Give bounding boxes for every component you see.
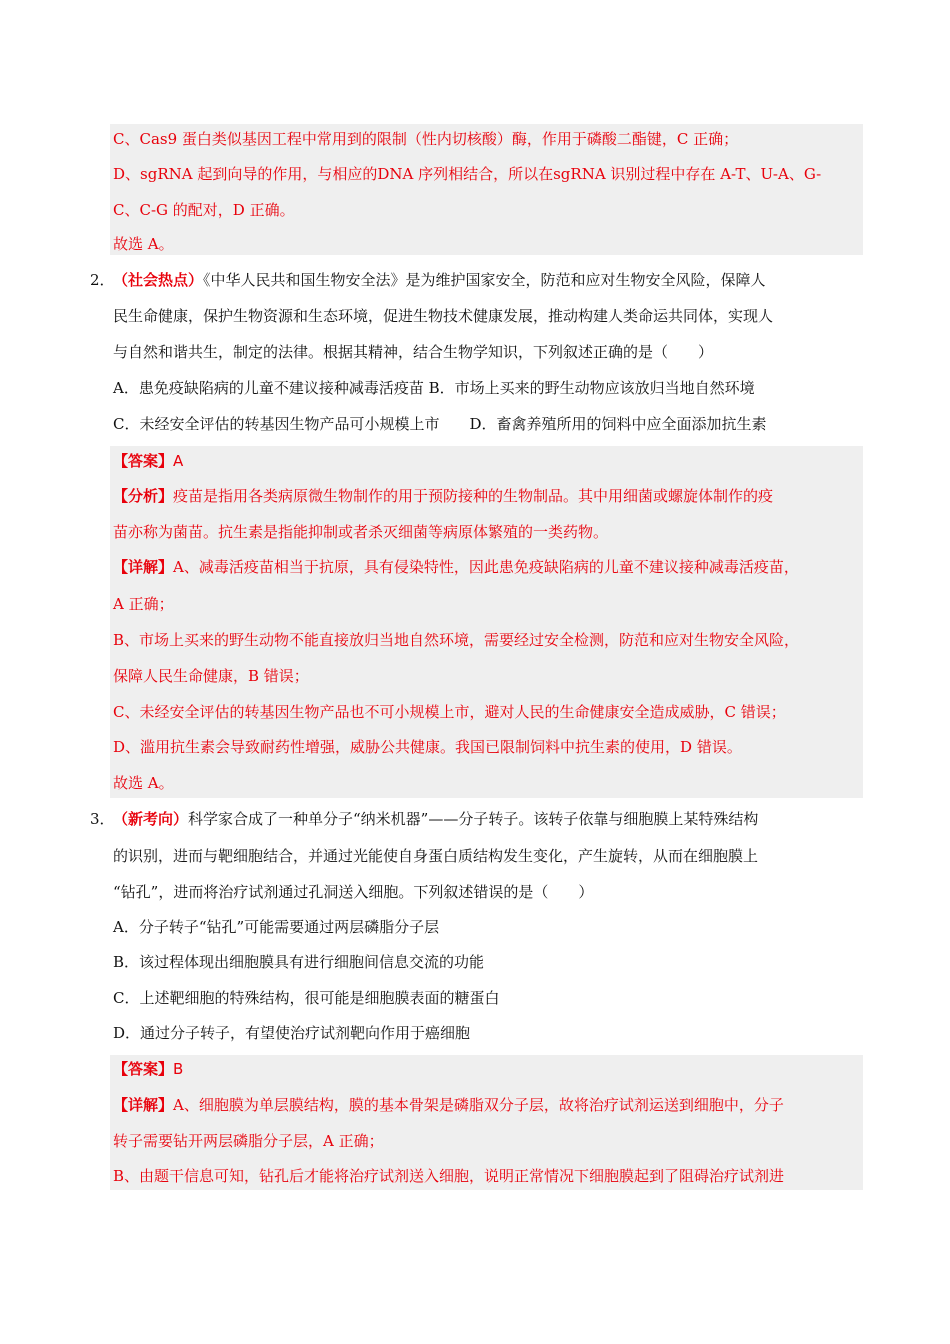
q3-option: A．分子转子“钻孔”可能需要通过两层磷脂分子层 <box>113 918 440 936</box>
q3-detail-line: 转子需要钻开两层磷脂分子层，A 正确； <box>113 1132 384 1150</box>
q3-stem-line: “钻孔”，进而将治疗试剂通过孔洞送入细胞。下列叙述错误的是（ ） <box>113 883 594 901</box>
q2-detail-line: D、滥用抗生素会导致耐药性增强，威胁公共健康。我国已限制饲料中抗生素的使用，D 错误。 <box>113 738 742 756</box>
answer-label: 【答案】 <box>113 452 174 470</box>
q2-detail-line: 保障人民生命健康，B 错误； <box>113 667 309 685</box>
q3-answer <box>113 1059 183 1079</box>
q2-stem-line <box>113 270 766 290</box>
q2-tag: （社会热点） <box>113 271 204 289</box>
q3-option: B．该过程体现出细胞膜具有进行细胞间信息交流的功能 <box>113 953 485 971</box>
detail-label: 【详解】 <box>113 1096 174 1114</box>
q1-detail-line: C、Cas9 蛋白类似基因工程中常用到的限制（性内切核酸）酶，作用于磷酸二酯键，C 正确； <box>113 130 739 148</box>
q3-detail <box>113 1095 784 1115</box>
q2-stem-line: 民生命健康，保护生物资源和生态环境，促进生物技术健康发展，推动构建人类命运共同体，实现人 <box>113 307 774 325</box>
q2-option: A．患免疫缺陷病的儿童不建议接种减毒活疫苗 B．市场上买来的野生动物应该放归当地自然环境 <box>113 379 755 397</box>
q2-answer <box>113 451 183 471</box>
q2-conclusion: 故选 A。 <box>113 774 174 792</box>
q3-tag: （新考向） <box>113 810 189 828</box>
q2-detail-line: C、未经安全评估的转基因生物产品也不可小规模上市，避对人民的生命健康安全造成威胁，C 错误； <box>113 703 786 721</box>
analysis-text: 疫苗是指用各类病原微生物制作的用于预防接种的生物制品。其中用细菌或螺旋体制作的疫 <box>173 487 774 505</box>
analysis-label: 【分析】 <box>113 487 174 505</box>
q2-option: C．未经安全评估的转基因生物产品可小规模上市 D．畜禽养殖所用的饲料中应全面添加抗生素 <box>113 415 767 433</box>
q1-detail-line: D、sgRNA 起到向导的作用，与相应的DNA 序列相结合，所以在sgRNA 识别过程中存在 A-T、U-A、G- <box>113 165 822 183</box>
q2-analysis-line: 苗亦称为菌苗。抗生素是指能抑制或者杀灭细菌等病原体繁殖的一类药物。 <box>113 523 609 541</box>
answer-value: A <box>173 452 184 470</box>
q3-detail-line: B、由题干信息可知，钻孔后才能将治疗试剂送入细胞，说明正常情况下细胞膜起到了阻碍治疗试剂进 <box>113 1167 785 1185</box>
q2-detail-line: A 正确； <box>113 595 174 613</box>
detail-text: A、细胞膜为单层膜结构，膜的基本骨架是磷脂双分子层，故将治疗试剂运送到细胞中，分子 <box>173 1096 784 1114</box>
answer-label: 【答案】 <box>113 1060 174 1078</box>
detail-label: 【详解】 <box>113 558 174 576</box>
q2-number: 2． <box>90 271 115 289</box>
q3-number: 3． <box>90 810 115 828</box>
q3-option: D．通过分子转子，有望使治疗试剂靶向作用于癌细胞 <box>113 1024 471 1042</box>
q2-detail-line: B、市场上买来的野生动物不能直接放归当地自然环境，需要经过安全检测，防范和应对生物安全风险， <box>113 631 800 649</box>
answer-value: B <box>173 1060 184 1078</box>
q2-stem-text: 《中华人民共和国生物安全法》是为维护国家安全，防范和应对生物安全风险，保障人 <box>203 271 766 289</box>
q3-stem-line: 的识别，进而与靶细胞结合，并通过光能使自身蛋白质结构发生变化，产生旋转，从而在细胞膜上 <box>113 847 759 865</box>
detail-text: A、减毒活疫苗相当于抗原，具有侵染特性，因此患免疫缺陷病的儿童不建议接种减毒活疫苗， <box>173 558 799 576</box>
q2-stem-line: 与自然和谐共生，制定的法律。根据其精神，结合生物学知识，下列叙述正确的是（ ） <box>113 343 714 361</box>
q2-detail <box>113 557 799 577</box>
q3-stem-text: 科学家合成了一种单分子“纳米机器”——分子转子。该转子依靠与细胞膜上某特殊结构 <box>188 810 759 828</box>
q1-conclusion: 故选 A。 <box>113 235 174 253</box>
q3-stem-line <box>113 809 758 829</box>
q2-analysis <box>113 486 773 506</box>
q1-detail-line: C、C-G 的配对，D 正确。 <box>113 201 295 219</box>
q3-option: C．上述靶细胞的特殊结构，很可能是细胞膜表面的糖蛋白 <box>113 989 500 1007</box>
